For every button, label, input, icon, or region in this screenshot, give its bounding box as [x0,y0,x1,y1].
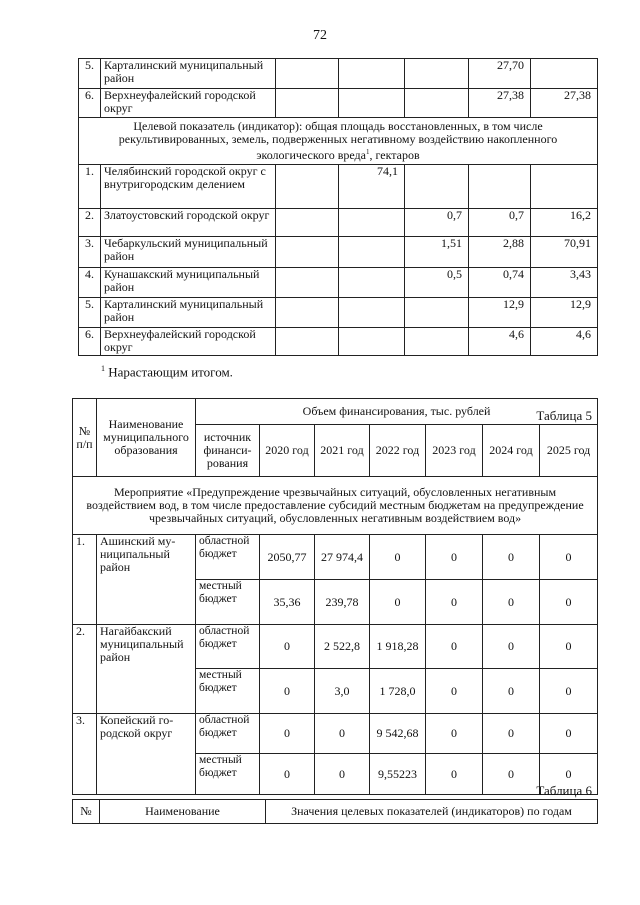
amount-cell: 0 [426,754,483,795]
amount-cell: 0 [483,535,540,580]
funding-source: местный бюджет [196,669,260,714]
value-cell [405,165,469,209]
amount-cell: 0 [483,669,540,714]
row-number: 1. [79,165,101,209]
funding-source: местный бюджет [196,754,260,795]
amount-cell: 0 [260,669,315,714]
amount-cell: 0 [260,754,315,795]
header-source: источник финанси-рования [196,425,260,477]
header-year: 2024 год [483,425,540,477]
table-row [79,59,598,89]
indicator-table [78,58,598,356]
amount-cell: 9,55223 [370,754,426,795]
amount-cell: 1 918,28 [370,625,426,669]
header-name: Наименование [100,800,266,824]
value-cell: 4,6 [469,328,531,356]
row-number: 5. [79,298,101,328]
header-name: Наименование муниципального образования [97,399,196,477]
value-cell: 0,7 [469,209,531,237]
table-row [79,298,598,328]
value-cell: 0,7 [405,209,469,237]
amount-cell: 35,36 [260,580,315,625]
amount-cell: 0 [260,714,315,754]
value-cell [339,209,405,237]
table-row [79,165,598,209]
value-cell: 2,88 [469,237,531,268]
amount-cell: 9 542,68 [370,714,426,754]
value-cell [405,328,469,356]
value-cell: 74,1 [339,165,405,209]
municipality-name: Карталинский муниципальный район [101,59,276,89]
table-row [79,209,598,237]
amount-cell: 0 [540,535,598,580]
municipality-name: Верхнеуфалейский городской округ [101,89,276,118]
value-cell: 12,9 [531,298,598,328]
table-row [73,714,598,754]
indicator-title: Целевой показатель (индикатор): общая площадь восстановленных, в том числе рекультивированных, земель, подверженных негативному воздействию накопленного экологического вреда$^1$, гектаров [79,118,598,165]
header-year: 2021 год [315,425,370,477]
table-row [73,535,598,580]
row-number: 5. [79,59,101,89]
funding-source: областной бюджет [196,535,260,580]
value-cell [339,328,405,356]
funding-source: областной бюджет [196,714,260,754]
value-cell: 27,38 [531,89,598,118]
measure-title: Мероприятие «Предупреждение чрезвычайных ситуаций, обусловленных негативным воздействием вод, в том числе предоставление субсидий местным бюджетам на предупреждение чрезвычайных ситуаций, обусловленных негативным воздействием вод» [73,477,598,535]
municipality-name: Ашинский му-ниципальный район [97,535,196,625]
amount-cell: 1 728,0 [370,669,426,714]
row-number: 6. [79,328,101,356]
financing-table [72,398,598,795]
amount-cell: 0 [483,754,540,795]
amount-cell: 2050,77 [260,535,315,580]
table-row [79,237,598,268]
amount-cell: 0 [315,714,370,754]
municipality-name: Верхнеуфалейский городской округ [101,328,276,356]
table-row [79,89,598,118]
value-cell: 27,70 [469,59,531,89]
measure-row [73,477,598,535]
header-number: № [73,800,100,824]
value-cell [531,59,598,89]
header-year: 2025 год [540,425,598,477]
table-header-row [73,399,598,425]
value-cell: 1,51 [405,237,469,268]
amount-cell: 0 [426,625,483,669]
municipality-name: Челябинский городской округ с внутригородским делением [101,165,276,209]
header-year: 2022 год [370,425,426,477]
header-number: № п/п [73,399,97,477]
amount-cell: 0 [260,625,315,669]
value-cell [339,237,405,268]
row-number: 1. [73,535,97,625]
amount-cell: 2 522,8 [315,625,370,669]
footnote: $^1$ Нарастающим итогом. [101,364,233,380]
row-number: 2. [79,209,101,237]
value-cell [531,165,598,209]
value-cell: 0,74 [469,268,531,298]
header-year: 2020 год [260,425,315,477]
amount-cell: 0 [483,580,540,625]
amount-cell: 0 [426,714,483,754]
value-cell [469,165,531,209]
value-cell [339,268,405,298]
header-financing: Объем финансирования, тыс. рублей [196,399,598,425]
amount-cell: 0 [540,669,598,714]
table-header-row [73,800,598,824]
amount-cell: 0 [426,669,483,714]
amount-cell: 239,78 [315,580,370,625]
value-cell: 0,5 [405,268,469,298]
amount-cell: 27 974,4 [315,535,370,580]
amount-cell: 0 [370,580,426,625]
value-cell: 16,2 [531,209,598,237]
table-row [79,328,598,356]
amount-cell: 0 [540,580,598,625]
row-number: 3. [79,237,101,268]
municipality-name: Копейский го-родской округ [97,714,196,795]
municipality-name: Чебаркульский муниципальный район [101,237,276,268]
value-cell: 70,91 [531,237,598,268]
table-row [79,268,598,298]
municipality-name: Карталинский муниципальный район [101,298,276,328]
table5-caption: Таблица 5 [536,408,592,423]
amount-cell: 0 [315,754,370,795]
funding-source: областной бюджет [196,625,260,669]
header-values: Значения целевых показателей (индикаторов) по годам [266,800,598,824]
row-number: 6. [79,89,101,118]
municipality-name: Златоустовский городской округ [101,209,276,237]
header-year: 2023 год [426,425,483,477]
table-row [73,625,598,669]
value-cell: 27,38 [469,89,531,118]
row-number: 4. [79,268,101,298]
amount-cell: 0 [370,535,426,580]
amount-cell: 0 [426,535,483,580]
municipality-name: Нагайбакский муниципальный район [97,625,196,714]
amount-cell: 0 [483,625,540,669]
row-number: 3. [73,714,97,795]
amount-cell: 0 [540,625,598,669]
value-cell [405,298,469,328]
indicator-row [79,118,598,165]
table6-caption: Таблица 6 [536,783,592,798]
municipality-name: Кунашакский муниципальный район [101,268,276,298]
amount-cell: 0 [426,580,483,625]
amount-cell: 0 [540,754,598,795]
value-cell: 12,9 [469,298,531,328]
funding-source: местный бюджет [196,580,260,625]
indicators-table [72,799,598,824]
amount-cell: 3,0 [315,669,370,714]
value-cell [339,298,405,328]
value-cell: 4,6 [531,328,598,356]
amount-cell: 0 [483,714,540,754]
row-number: 2. [73,625,97,714]
page-number: 72 [313,28,327,43]
value-cell: 3,43 [531,268,598,298]
amount-cell: 0 [540,714,598,754]
